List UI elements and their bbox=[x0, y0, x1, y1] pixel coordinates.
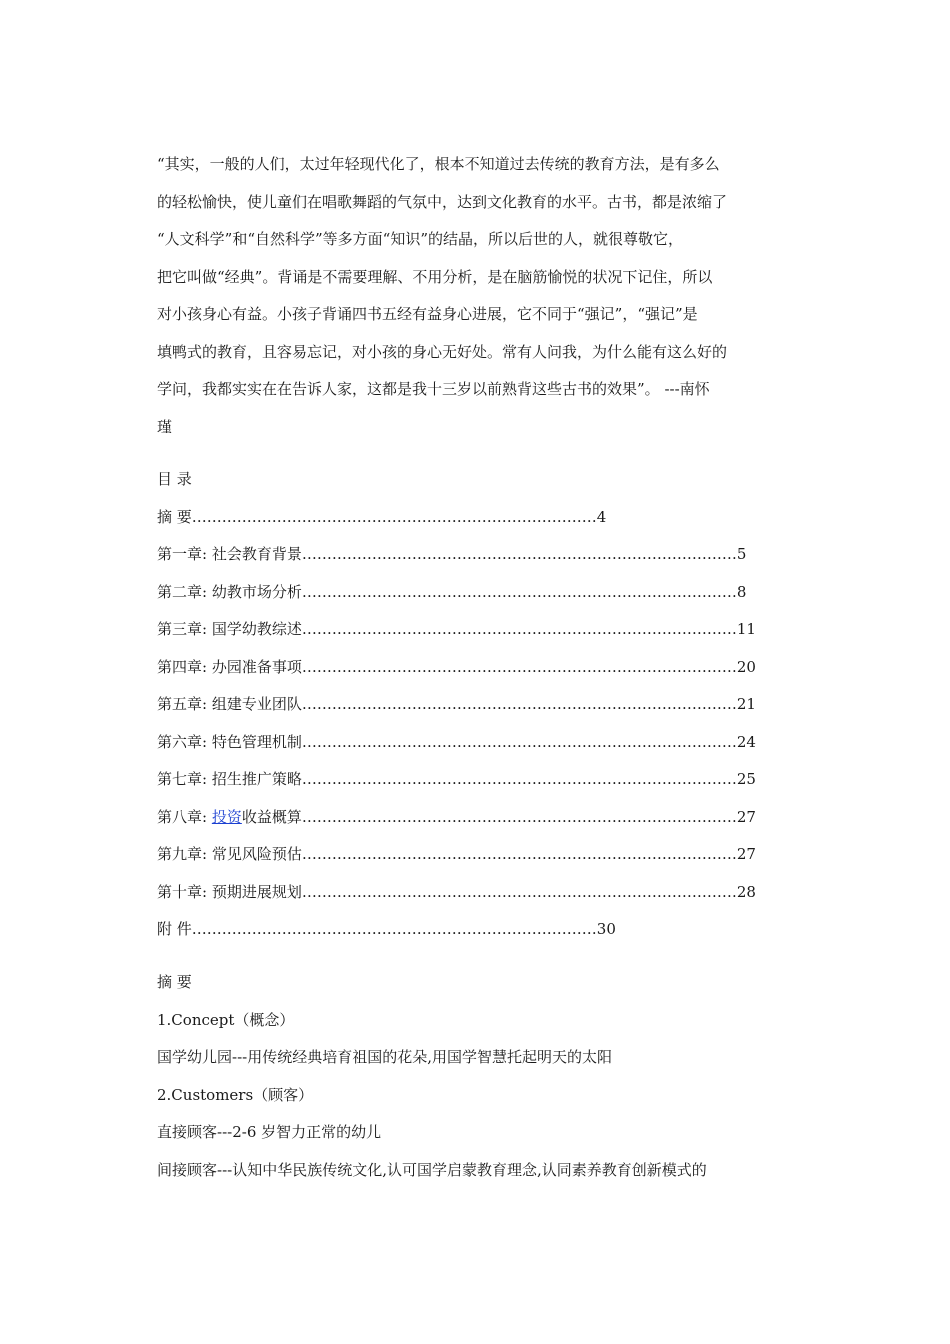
toc-leader-dots: ……………………………………………………………………… bbox=[191, 920, 597, 938]
concept-text: 国学幼儿园---用传统经典培育祖国的花朵,用国学智慧托起明天的太阳 bbox=[157, 1048, 612, 1066]
toc-entry-label-prefix: 第八章: bbox=[157, 807, 212, 826]
toc-entry-chapter-4 bbox=[157, 652, 756, 690]
toc-entry-chapter-8 bbox=[157, 802, 756, 840]
toc-leader-dots: …………………………………………………………………………… bbox=[301, 582, 737, 601]
toc-leader-dots: …………………………………………………………………………… bbox=[301, 695, 737, 713]
toc-leader-dots: ……………………………………………………………………… bbox=[191, 507, 597, 526]
quote-line: “其实，一般的人们，太过年轻现代化了，根本不知道过去传统的教育方法，是有多么 bbox=[157, 155, 720, 173]
quote-line: 学问，我都实实在在告诉人家，这都是我十三岁以前熟背这些古书的效果”。 ---南怀 bbox=[157, 380, 710, 398]
investment-link[interactable]: 投资 bbox=[211, 807, 242, 826]
toc-leader-dots: …………………………………………………………………………… bbox=[301, 732, 737, 751]
toc-entry-label-suffix: 收益概算 bbox=[241, 807, 302, 826]
toc-leader-dots: …………………………………………………………………………… bbox=[301, 770, 737, 788]
quote-line: 填鸭式的教育，且容易忘记，对小孩的身心无好处。常有人问我，为什么能有这么好的 bbox=[157, 342, 728, 361]
quote-line: 把它叫做“经典”。背诵是不需要理解、不用分析，是在脑筋愉悦的状况下记住，所以 bbox=[157, 267, 713, 286]
toc-entry-label: 第十章: 预期进展规划 bbox=[157, 882, 302, 901]
toc-entry-chapter-7 bbox=[157, 764, 756, 802]
toc-leader-dots: …………………………………………………………………………… bbox=[301, 657, 737, 676]
toc-page-number: 20 bbox=[736, 657, 756, 676]
quote-line: 瑾 bbox=[157, 417, 173, 436]
toc-entry-chapter-9 bbox=[157, 839, 756, 877]
toc-page-number: 4 bbox=[596, 507, 607, 526]
quote-line: 的轻松愉快，使儿童们在唱歌舞蹈的气氛中，达到文化教育的水平。古书，都是浓缩了 bbox=[157, 192, 728, 211]
toc-page-number: 8 bbox=[736, 582, 747, 601]
toc-page-number: 24 bbox=[736, 732, 756, 751]
quote-line: “人文科学”和“自然科学”等多方面“知识”的结晶，所以后世的人，就很尊敬它， bbox=[157, 230, 684, 248]
toc-entry-chapter-3 bbox=[157, 614, 756, 652]
concept-heading: 1.Concept（概念） bbox=[157, 1010, 295, 1029]
toc-entry-abstract bbox=[157, 502, 756, 540]
toc-page-number: 25 bbox=[736, 770, 756, 788]
toc-page-number: 27 bbox=[736, 845, 756, 863]
toc-page-number: 21 bbox=[736, 695, 756, 713]
toc-entry-label: 附 件 bbox=[157, 920, 192, 938]
toc-entry-label: 第四章: 办园准备事项 bbox=[157, 657, 302, 676]
indirect-customers-text: 间接顾客---认知中华民族传统文化,认可国学启蒙教育理念,认同素养教育创新模式的 bbox=[157, 1160, 707, 1179]
toc-title: 目 录 bbox=[157, 470, 192, 488]
toc-entry-label: 第九章: 常见风险预估 bbox=[157, 845, 302, 863]
toc-entry-chapter-6 bbox=[157, 727, 756, 765]
toc-page-number: 28 bbox=[736, 882, 756, 901]
toc-leader-dots: …………………………………………………………………………… bbox=[301, 620, 737, 638]
table-of-contents bbox=[157, 464, 756, 952]
direct-customers-text: 直接顾客---2-6 岁智力正常的幼儿 bbox=[157, 1123, 382, 1141]
toc-entry-label: 第三章: 国学幼教综述 bbox=[157, 620, 302, 638]
quote-line: 对小孩身心有益。小孩子背诵四书五经有益身心进展，它不同于“强记”，“强记”是 bbox=[157, 305, 698, 323]
toc-entry-chapter-5 bbox=[157, 689, 756, 727]
toc-leader-dots: …………………………………………………………………………… bbox=[301, 807, 737, 826]
toc-page-number: 5 bbox=[736, 545, 747, 563]
toc-entry-appendix bbox=[157, 914, 756, 952]
toc-entry-label: 第七章: 招生推广策略 bbox=[157, 770, 302, 788]
customers-heading: 2.Customers（顾客） bbox=[157, 1085, 314, 1104]
toc-page-number: 11 bbox=[736, 620, 756, 638]
summary-heading: 摘 要 bbox=[157, 973, 192, 991]
toc-leader-dots: …………………………………………………………………………… bbox=[301, 545, 737, 563]
toc-entry-label: 第一章: 社会教育背景 bbox=[157, 545, 302, 563]
toc-entry-chapter-1 bbox=[157, 539, 756, 577]
toc-entry-label: 第二章: 幼教市场分析 bbox=[157, 582, 302, 601]
toc-entry-chapter-10 bbox=[157, 877, 756, 915]
quote-paragraph bbox=[157, 146, 797, 446]
toc-leader-dots: …………………………………………………………………………… bbox=[301, 882, 737, 901]
toc-page-number: 27 bbox=[736, 807, 756, 826]
toc-entry-label: 摘 要 bbox=[157, 507, 192, 526]
toc-entry-label: 第五章: 组建专业团队 bbox=[157, 695, 302, 713]
toc-entry-label: 第六章: 特色管理机制 bbox=[157, 732, 302, 751]
toc-entry-chapter-2 bbox=[157, 577, 756, 615]
toc-page-number: 30 bbox=[596, 920, 616, 938]
summary-section bbox=[157, 967, 707, 1192]
toc-leader-dots: …………………………………………………………………………… bbox=[301, 845, 737, 863]
